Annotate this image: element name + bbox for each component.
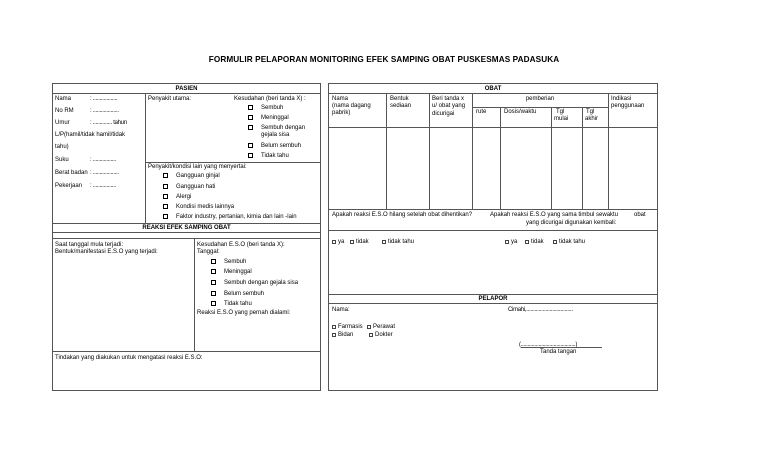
reaksi-bentuk: Bentuk/manifestasi E.S.O yang terjadi: — [55, 249, 158, 255]
q1-option-ya: ya — [338, 239, 345, 245]
col-beri-3: dicurigai — [432, 111, 455, 117]
field-lp-label-2: tahu) — [55, 144, 69, 150]
kondisi-option-medis: Kondisi medis lainnya — [176, 204, 235, 210]
obat-header: OBAT — [484, 86, 502, 92]
sub-dosis: Dosis/waktu — [504, 109, 537, 115]
reaksi-tanggal-mula: Saat tanggal mula terjadi: — [55, 242, 124, 248]
field-umur-label: Umur — [55, 120, 70, 126]
pelapor-checkbox-perawat[interactable] — [367, 325, 371, 329]
q2-option-tidak-tahu: tidak tahu — [559, 239, 586, 245]
kesudahan-checkbox-belum-sembuh[interactable] — [248, 143, 253, 148]
sub-tgl-mulai-2: mulai — [554, 116, 569, 122]
kondisi-checkbox-faktor[interactable] — [163, 214, 168, 219]
kesudahan-checkbox-meninggal[interactable] — [248, 115, 253, 120]
field-umur-value[interactable]: : .............. tahun — [90, 120, 127, 126]
field-pekerjaan-label: Pekerjaan — [55, 183, 83, 189]
pelapor-option-bidan: Bidan — [338, 332, 354, 338]
reaksi-tanggal: Tanggal: — [197, 249, 220, 255]
col-bentuk-1: Bentuk — [390, 96, 409, 102]
kesudahan-label: Kesudahan (beri tanda X) : — [234, 96, 306, 102]
field-norm-label: No RM — [55, 108, 74, 114]
reaksi-option-tidak-tahu: Tidak tahu — [224, 301, 252, 307]
kondisi-checkbox-medis[interactable] — [163, 204, 168, 209]
penyakit-utama-label: Penyakit utama: — [148, 96, 192, 102]
pelapor-option-perawat: Perawat — [373, 324, 396, 330]
pelapor-checkbox-bidan[interactable] — [332, 333, 336, 337]
col-bentuk-2: sediaan — [390, 103, 412, 109]
kesudahan-option-sembuh-dengan: Sembuh dengan — [261, 125, 306, 131]
kondisi-checkbox-hati[interactable] — [163, 184, 168, 189]
field-lp-label: L/P(hamil/tidak hamil/tidak — [55, 132, 126, 138]
field-pekerjaan-value[interactable]: : ................. — [90, 183, 116, 189]
col-nama-1: Nama — [332, 96, 349, 102]
signature-line[interactable]: (........................................) — [519, 342, 578, 348]
kondisi-option-alergi: Alergi — [176, 194, 192, 200]
field-norm-value[interactable]: : ................... — [90, 108, 119, 114]
q1-checkbox-tidak-tahu[interactable] — [382, 240, 386, 244]
reaksi-tindakan: Tindakan yang diakukan untuk mengatasi reaksi E.S.O: — [55, 355, 203, 361]
q2-checkbox-ya[interactable] — [505, 240, 509, 244]
col-indikasi-2: penggunaan — [611, 103, 645, 109]
q2-option-ya: ya — [511, 239, 518, 245]
kondisi-option-hati: Gangguan hati — [176, 184, 216, 190]
sub-tgl-mulai-1: Tgl — [556, 109, 565, 115]
form-title: FORMULIR PELAPORAN MONITORING EFEK SAMPING OBAT PUSKESMAS PADASUKA — [208, 55, 560, 64]
kesudahan-option-gejala-sisa: gejala sisa — [261, 132, 290, 138]
col-beri-1: Beri tanda x — [432, 96, 465, 102]
field-nama-value[interactable]: : .................. — [90, 96, 118, 102]
field-suku-label: Suku — [55, 157, 69, 163]
q1-checkbox-ya[interactable] — [332, 240, 336, 244]
reaksi-checkbox-meninggal[interactable] — [211, 269, 216, 274]
col-beri-2: u/ obat yang — [432, 103, 466, 109]
question-timbul-2: yang dicurigai digunakan kembali: — [526, 220, 617, 226]
reaksi-option-sembuh-gejala: Sembuh dengan gejala sisa — [224, 280, 299, 286]
question-hilang: Apakah reaksi E.S.O hilang setelah obat dihentikan? — [332, 212, 473, 218]
reaksi-kesudahan-label: Kesudahan E.S.O (beri tanda X): — [197, 242, 285, 248]
field-nama-label: Nama — [55, 96, 72, 102]
q2-checkbox-tidak-tahu[interactable] — [553, 240, 557, 244]
kondisi-checkbox-ginjal[interactable] — [163, 173, 168, 178]
sub-tgl-akhir-2: akhir — [585, 116, 599, 122]
col-nama-3: pabrik) — [332, 110, 351, 116]
signature-label: Tanda tangan — [540, 349, 577, 355]
reaksi-checkbox-sembuh-gejala[interactable] — [211, 280, 216, 285]
question-timbul-obat: obat — [634, 212, 646, 218]
reaksi-pernah: Reaksi E.S.O yang pernah dialami: — [197, 310, 291, 316]
kondisi-option-ginjal: Gangguan ginjal — [176, 173, 220, 179]
col-pemberian: pemberian — [525, 96, 555, 102]
col-indikasi-1: Indikasi — [611, 96, 632, 102]
pasien-header: PASIEN — [175, 86, 198, 92]
kondisi-option-faktor: Faktor industry, pertanian, kimia dan lain -lain — [176, 214, 297, 220]
reaksi-checkbox-sembuh[interactable] — [211, 259, 216, 264]
q1-option-tidak-tahu: tidak tahu — [388, 239, 415, 245]
kesudahan-checkbox-sembuh-gejala[interactable] — [248, 125, 253, 130]
kondisi-checkbox-alergi[interactable] — [163, 194, 168, 199]
kesudahan-option-sembuh: Sembuh — [261, 105, 284, 111]
kesudahan-option-meninggal: Meninggal — [261, 115, 289, 121]
q2-checkbox-tidak[interactable] — [525, 240, 529, 244]
sub-tgl-akhir-1: Tgl — [586, 109, 595, 115]
field-suku-value[interactable]: : ................. — [90, 157, 116, 163]
kondisi-label: Penyakit/kondisi lain yang menyertai: — [148, 164, 247, 170]
reaksi-option-belum-sembuh: Belum sembuh — [224, 291, 265, 297]
pelapor-header: PELAPOR — [478, 296, 508, 302]
field-berat-value[interactable]: : ................... — [90, 170, 119, 176]
reaksi-checkbox-tidak-tahu[interactable] — [211, 301, 216, 306]
q1-checkbox-tidak[interactable] — [350, 240, 354, 244]
reaksi-option-meninggal: Meninggal — [224, 269, 252, 275]
question-timbul: Apakah reaksi E.S.O yang sama timbul sewaktu — [490, 212, 619, 218]
col-nama-2: (nama dagang — [332, 103, 371, 109]
reaksi-header: REAKSI EFEK SAMPING OBAT — [142, 225, 231, 231]
field-berat-label: Berat badan — [55, 170, 88, 176]
pelapor-checkbox-dokter[interactable] — [369, 333, 373, 337]
reaksi-option-sembuh: Sembuh — [224, 259, 247, 265]
pelapor-checkbox-farmasis[interactable] — [332, 325, 336, 329]
pelapor-nama: Nama: — [332, 307, 350, 313]
kesudahan-option-tidak-tahu: Tidak tahu — [261, 153, 289, 159]
pelapor-option-farmasis: Farmasis — [338, 324, 363, 330]
pelapor-cimahi[interactable]: Cimahi,.................................. — [508, 307, 573, 313]
sub-rute: rute — [476, 109, 487, 115]
kesudahan-option-belum-sembuh: Belum sembuh — [261, 143, 302, 149]
kesudahan-checkbox-sembuh[interactable] — [248, 105, 253, 110]
q2-option-tidak: tidak — [531, 239, 544, 245]
q1-option-tidak: tidak — [356, 239, 369, 245]
pelapor-option-dokter: Dokter — [375, 332, 393, 338]
reaksi-checkbox-belum-sembuh[interactable] — [211, 291, 216, 296]
kesudahan-checkbox-tidak-tahu[interactable] — [248, 153, 253, 158]
